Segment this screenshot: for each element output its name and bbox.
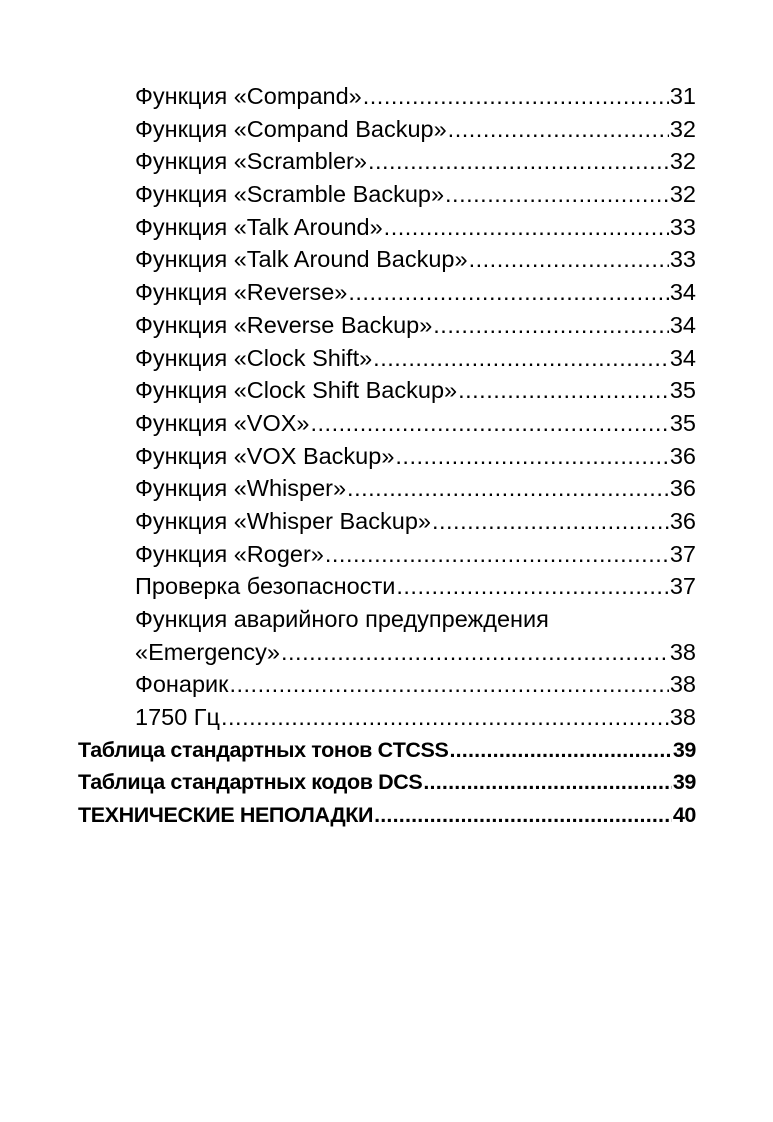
dot-leader xyxy=(310,407,668,440)
dot-leader xyxy=(433,309,669,342)
toc-entry-title: Функция «Talk Around Backup» xyxy=(135,246,468,273)
dot-leader xyxy=(373,342,669,375)
dot-leader xyxy=(396,570,669,603)
toc-entry-page-number: 40 xyxy=(672,803,696,828)
dot-leader xyxy=(469,243,669,276)
toc-entry-title: «Emergency» xyxy=(135,638,280,665)
toc-entry-title: Функция «Reverse» xyxy=(135,279,348,306)
toc-entry-page-number: 36 xyxy=(669,442,696,469)
toc-entry[interactable] xyxy=(135,178,696,211)
dot-leader xyxy=(348,276,668,309)
toc-entry-title: Функция «Compand Backup» xyxy=(135,115,447,142)
dot-leader xyxy=(368,145,669,178)
toc-entry[interactable] xyxy=(135,145,696,178)
dot-leader xyxy=(347,472,669,505)
toc-entry-page-number: 38 xyxy=(669,671,696,698)
toc-entry[interactable] xyxy=(135,538,696,571)
dot-leader xyxy=(448,113,669,146)
dot-leader xyxy=(445,178,669,211)
dot-leader xyxy=(229,668,668,701)
toc-entry[interactable] xyxy=(135,113,696,146)
dot-leader xyxy=(384,211,669,244)
dot-leader xyxy=(221,701,669,734)
toc-entry-page-number: 39 xyxy=(672,770,696,795)
toc-entry-title: Функция «Compand» xyxy=(135,83,362,109)
toc-entry[interactable] xyxy=(135,570,696,603)
table-of-contents xyxy=(0,80,773,832)
toc-entry-title: Функция «Whisper Backup» xyxy=(135,507,431,534)
toc-section-entry[interactable] xyxy=(78,799,696,832)
toc-entry[interactable] xyxy=(135,342,696,375)
toc-entry[interactable] xyxy=(135,668,696,701)
toc-entry-title: Таблица стандартных тонов CTCSS xyxy=(78,737,449,762)
toc-entry-title: Функция «Scramble Backup» xyxy=(135,181,445,208)
toc-entry-page-number: 37 xyxy=(669,573,696,600)
toc-entry[interactable] xyxy=(135,243,696,276)
toc-entry-title: Функция аварийного предупреждения xyxy=(135,606,549,632)
toc-entry-page-number: 31 xyxy=(669,83,696,109)
dot-leader xyxy=(363,80,669,113)
toc-entry[interactable] xyxy=(135,701,696,734)
toc-entry-page-number: 36 xyxy=(669,475,696,502)
toc-entry-title: 1750 Гц xyxy=(135,704,220,731)
toc-entry[interactable] xyxy=(135,309,696,342)
dot-leader xyxy=(281,636,669,669)
toc-entry-title: Функция «VOX Backup» xyxy=(135,442,395,469)
toc-entry-page-number: 33 xyxy=(669,246,696,273)
toc-entry-page-number: 33 xyxy=(669,213,696,240)
toc-section-entry[interactable] xyxy=(78,766,696,799)
toc-entry-page-number: 38 xyxy=(669,638,696,665)
toc-entry-page-number: 32 xyxy=(669,115,696,142)
toc-entry-page-number: 34 xyxy=(669,279,696,306)
dot-leader xyxy=(423,766,672,799)
toc-entry[interactable] xyxy=(135,374,696,407)
toc-entry-page-number: 34 xyxy=(669,344,696,371)
toc-entry-title: Функция «VOX» xyxy=(135,409,310,436)
dot-leader xyxy=(458,374,669,407)
toc-entry[interactable] xyxy=(135,505,696,538)
toc-entry-page-number: 34 xyxy=(669,311,696,338)
toc-entry-page-number: 39 xyxy=(672,737,696,762)
toc-entry[interactable] xyxy=(135,276,696,309)
dot-leader xyxy=(395,440,668,473)
toc-entry-page-number: 36 xyxy=(669,507,696,534)
toc-entry-title: Функция «Roger» xyxy=(135,540,324,567)
toc-entry-title: Функция «Clock Shift Backup» xyxy=(135,377,458,404)
toc-entry-page-number: 35 xyxy=(669,377,696,404)
toc-entry-title: Функция «Talk Around» xyxy=(135,213,383,240)
toc-entry-title: Функция «Whisper» xyxy=(135,475,347,502)
dot-leader xyxy=(449,734,671,767)
toc-entry[interactable] xyxy=(135,440,696,473)
toc-entry[interactable] xyxy=(135,603,696,636)
toc-entry-page-number: 32 xyxy=(669,148,696,175)
toc-entry[interactable] xyxy=(135,472,696,505)
toc-entry[interactable] xyxy=(135,80,696,113)
toc-entry-title: Функция «Reverse Backup» xyxy=(135,311,433,338)
toc-section-entry[interactable] xyxy=(78,734,696,767)
toc-entry[interactable] xyxy=(135,636,696,669)
toc-entry-page-number: 32 xyxy=(669,181,696,208)
toc-entry-title: Фонарик xyxy=(135,671,229,698)
toc-entry-page-number: 35 xyxy=(669,409,696,436)
toc-entry-page-number: 37 xyxy=(669,540,696,567)
toc-entry-page-number: 38 xyxy=(669,704,696,731)
toc-entry-title: Функция «Clock Shift» xyxy=(135,344,373,371)
toc-entry[interactable] xyxy=(135,211,696,244)
toc-entry-title: Функция «Scrambler» xyxy=(135,148,367,175)
toc-entry-title: Таблица стандартных кодов DCS xyxy=(78,770,423,795)
dot-leader xyxy=(432,505,669,538)
dot-leader xyxy=(374,799,672,832)
toc-entry-title: ТЕХНИЧЕСКИЕ НЕПОЛАДКИ xyxy=(78,803,374,828)
toc-entry[interactable] xyxy=(135,407,696,440)
toc-entry-title: Проверка безопасности xyxy=(135,573,396,600)
dot-leader xyxy=(325,538,669,571)
